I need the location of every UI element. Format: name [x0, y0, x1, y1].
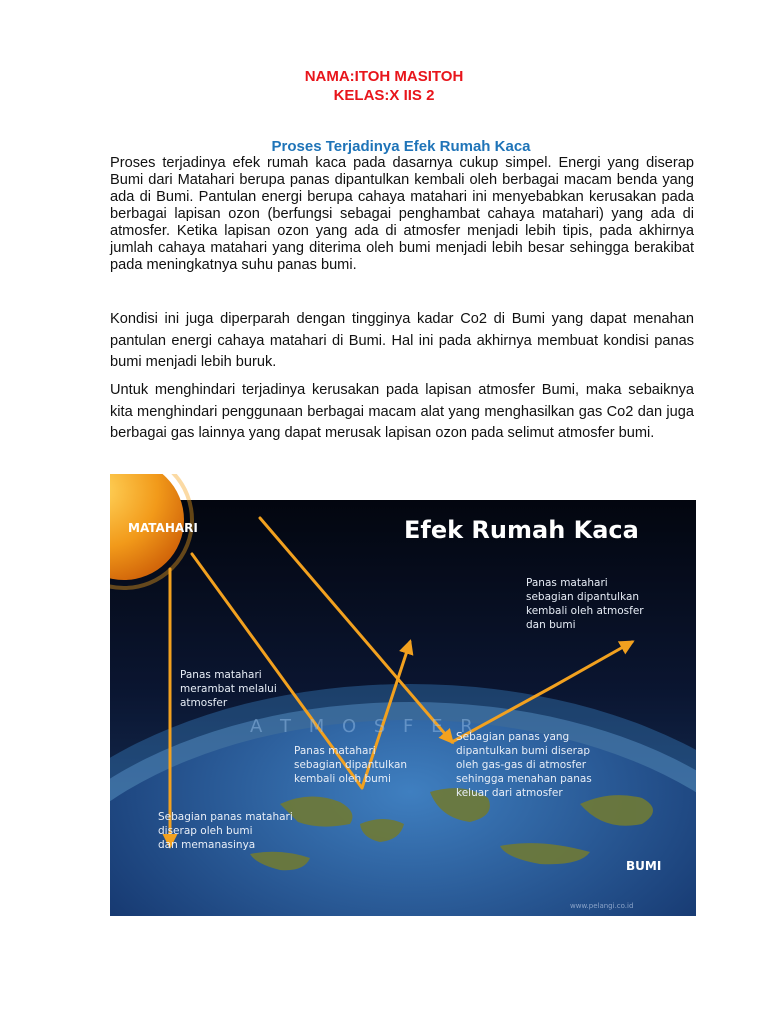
- sun-label: MATAHARI: [128, 521, 198, 535]
- student-name: NAMA:ITOH MASITOH: [304, 68, 464, 85]
- student-class: KELAS:X IIS 2: [333, 87, 435, 104]
- paragraph-2: Kondisi ini juga diperparah dengan tingginya kadar Co2 di Bumi yang dapat menahan pantulan energi cahaya matahari di Bumi. Hal ini pada akhirnya membuat kondisi panas bumi menjadi lebih buruk.: [110, 311, 694, 370]
- article-title: Proses Terjadinya Efek Rumah Kaca: [271, 138, 531, 155]
- earth-label: BUMI: [626, 859, 662, 873]
- svg-text:merambat melalui: merambat melalui: [180, 683, 277, 695]
- svg-text:keluar dari atmosfer: keluar dari atmosfer: [456, 787, 563, 799]
- svg-text:dipantulkan bumi diserap: dipantulkan bumi diserap: [456, 745, 591, 757]
- svg-text:oleh gas-gas di atmosfer: oleh gas-gas di atmosfer: [456, 759, 587, 771]
- svg-text:sebagian dipantulkan: sebagian dipantulkan: [294, 759, 408, 771]
- watermark: www.pelangi.co.id: [570, 902, 634, 910]
- svg-text:Sebagian panas matahari: Sebagian panas matahari: [158, 811, 293, 823]
- svg-text:sebagian dipantulkan: sebagian dipantulkan: [526, 591, 640, 603]
- svg-text:dan bumi: dan bumi: [526, 619, 576, 631]
- greenhouse-effect-illustration: [110, 474, 696, 916]
- figure-heading: Efek Rumah Kaca: [404, 516, 639, 544]
- svg-text:Sebagian panas yang: Sebagian panas yang: [456, 731, 570, 743]
- svg-text:sehingga menahan panas: sehingga menahan panas: [456, 773, 592, 785]
- svg-text:atmosfer: atmosfer: [180, 697, 228, 709]
- atmosphere-label: A T M O S F E R: [250, 716, 479, 737]
- svg-text:Panas matahari: Panas matahari: [294, 745, 376, 757]
- paragraph-1: Proses terjadinya efek rumah kaca pada dasarnya cukup simpel. Energi yang diserap Bumi dari Matahari berupa panas dipantulkan kembali oleh berbagai macam benda yang ada di Bumi. Pantulan energi berupa cahaya matahari ini menyebabkan kerusakan pada berbagai lapisan ozon (berfungsi sebagai penghambat cahaya matahari) yang ada di atmosfer. Ketika lapisan ozon yang ada di atmosfer menjadi lebih tipis, pada akhirnya jumlah cahaya matahari yang diterima oleh bumi menjadi lebih besar sehingga berakibat pada meningkatnya suhu panas bumi.: [110, 155, 694, 273]
- svg-text:diserap oleh bumi: diserap oleh bumi: [158, 825, 253, 837]
- paragraph-3: Untuk menghindari terjadinya kerusakan pada lapisan atmosfer Bumi, maka sebaiknya kita menghindari penggunaan berbagai macam alat yang menghasilkan gas Co2 dan juga berbagai gas lainnya yang dapat merusak lapisan ozon pada selimut atmosfer bumi.: [110, 382, 694, 441]
- svg-text:Panas matahari: Panas matahari: [526, 577, 608, 589]
- svg-text:kembali oleh atmosfer: kembali oleh atmosfer: [526, 605, 644, 617]
- svg-text:dan memanasinya: dan memanasinya: [158, 839, 256, 851]
- svg-text:Panas matahari: Panas matahari: [180, 669, 262, 681]
- svg-text:kembali oleh bumi: kembali oleh bumi: [294, 773, 391, 785]
